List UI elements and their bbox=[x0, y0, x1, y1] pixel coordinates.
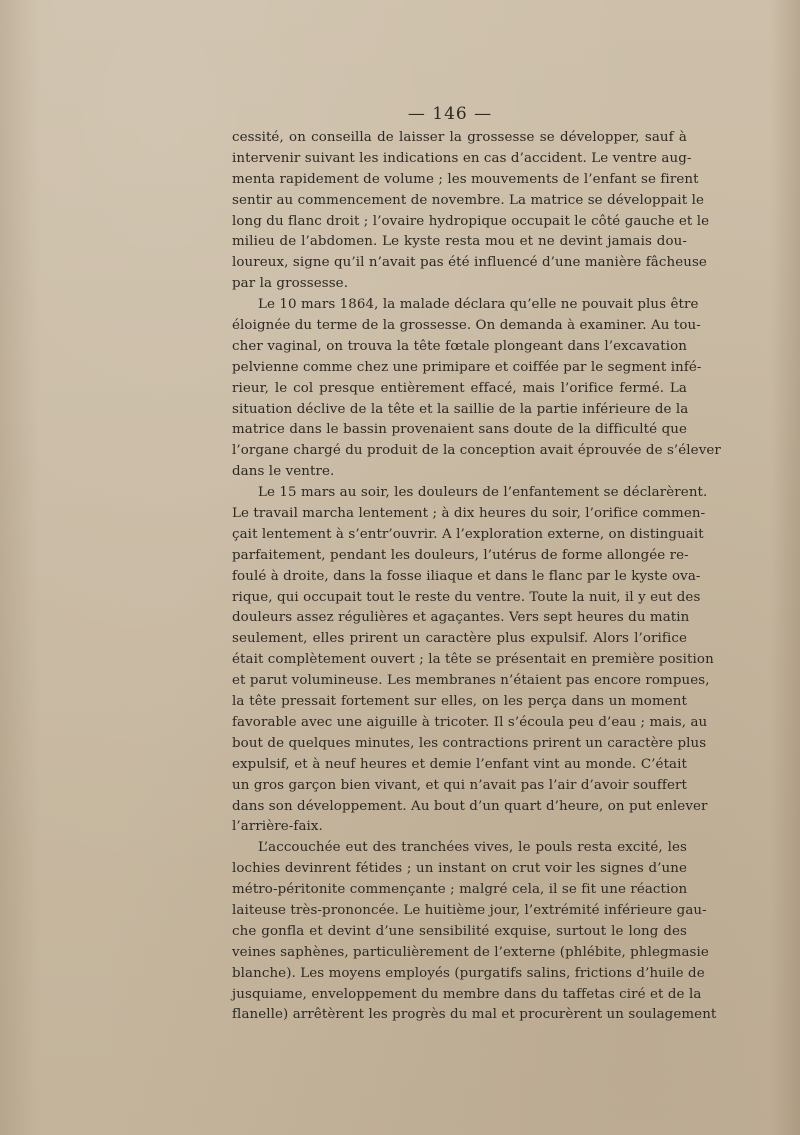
text-line: seulement, elles prirent un caractère plus expulsif. Alors l’orifice bbox=[232, 631, 687, 647]
text-line: jusquiame, enveloppement du membre dans du taffetas ciré et de la bbox=[232, 986, 702, 1002]
text-line: rieur, le col presque entièrement effacé, mais l’orifice fermé. La bbox=[232, 380, 687, 396]
text-line: dans son développement. Au bout d’un quart d’heure, on put enlever bbox=[232, 798, 708, 814]
text-line: milieu de l’abdomen. Le kyste resta mou et ne devint jamais dou- bbox=[232, 234, 687, 250]
body-text bbox=[232, 128, 721, 1026]
text-line: matrice dans le bassin provenaient sans doute de la difficulté que bbox=[232, 422, 687, 438]
text-line: l’arrière-faix. bbox=[232, 819, 323, 835]
text-line: douleurs assez régulières et agaçantes. Vers sept heures du matin bbox=[232, 610, 690, 626]
text-line: çait lentement à s’entr’ouvrir. A l’exploration externe, on distinguait bbox=[232, 526, 704, 542]
text-line: l’organe chargé du produit de la conception avait éprouvée de s’élever bbox=[232, 443, 721, 459]
text-line: L’accouchée eut des tranchées vives, le pouls resta excité, les bbox=[258, 840, 687, 856]
text-line: che gonfla et devint d’une sensibilité exquise, surtout le long des bbox=[232, 923, 687, 939]
text-line: cher vaginal, on trouva la tête fœtale plongeant dans l’excavation bbox=[232, 338, 687, 354]
text-line: la tête pressait fortement sur elles, on les perça dans un moment bbox=[232, 694, 687, 710]
text-line: Le 10 mars 1864, la malade déclara qu’elle ne pouvait plus être bbox=[258, 297, 699, 313]
text-line: parfaitement, pendant les douleurs, l’utérus de forme allongée re- bbox=[232, 547, 689, 563]
text-line: lochies devinrent fétides ; un instant on crut voir les signes d’une bbox=[232, 861, 687, 877]
text-line: dans le ventre. bbox=[232, 464, 335, 480]
page-number: — 146 — bbox=[407, 104, 493, 124]
page-shadow-left bbox=[0, 0, 40, 1135]
text-line: et parut volumineuse. Les membranes n’étaient pas encore rompues, bbox=[232, 673, 710, 689]
page-shadow-right bbox=[770, 0, 800, 1135]
text-line: long du flanc droit ; l’ovaire hydropique occupait le côté gauche et le bbox=[232, 213, 710, 229]
text-line: métro-péritonite commençante ; malgré cela, il se fit une réaction bbox=[232, 882, 688, 898]
text-line: Le travail marcha lentement ; à dix heures du soir, l’orifice commen- bbox=[232, 506, 706, 522]
text-line: expulsif, et à neuf heures et demie l’enfant vint au monde. C’était bbox=[232, 756, 687, 772]
text-line: loureux, signe qu’il n’avait pas été influencé d’une manière fâcheuse bbox=[232, 255, 707, 271]
text-line: flanelle) arrêtèrent les progrès du mal et procurèrent un soulagement bbox=[232, 1007, 717, 1023]
text-line: par la grossesse. bbox=[232, 276, 349, 292]
text-line: intervenir suivant les indications en cas d’accident. Le ventre aug- bbox=[232, 150, 692, 166]
text-line: un gros garçon bien vivant, et qui n’avait pas l’air d’avoir souffert bbox=[232, 777, 687, 793]
text-line: blanche). Les moyens employés (purgatifs salins, frictions d’huile de bbox=[232, 965, 705, 981]
text-line: menta rapidement de volume ; les mouvements de l’enfant se firent bbox=[232, 171, 699, 187]
text-line: laiteuse très-prononcée. Le huitième jour, l’extrémité inférieure gau- bbox=[232, 902, 707, 918]
text-line: foulé à droite, dans la fosse iliaque et dans le flanc par le kyste ova- bbox=[232, 568, 701, 584]
text-line: cessité, on conseilla de laisser la grossesse se développer, sauf à bbox=[232, 130, 687, 145]
text-line: veines saphènes, particulièrement de l’externe (phlébite, phlegmasie bbox=[232, 944, 709, 960]
text-line: pelvienne comme chez une primipare et coiffée par le segment infé- bbox=[232, 359, 702, 375]
text-line: éloignée du terme de la grossesse. On demanda à examiner. Au tou- bbox=[232, 318, 701, 334]
text-line: sentir au commencement de novembre. La matrice se développait le bbox=[232, 192, 705, 208]
text-line: situation déclive de la tête et la saillie de la partie inférieure de la bbox=[232, 401, 689, 417]
text-line: favorable avec une aiguille à tricoter. Il s’écoula peu d’eau ; mais, au bbox=[232, 714, 708, 730]
text-line: bout de quelques minutes, les contractions prirent un caractère plus bbox=[232, 735, 707, 751]
text-line: rique, qui occupait tout le reste du ventre. Toute la nuit, il y eut des bbox=[232, 589, 701, 605]
text-line: était complètement ouvert ; la tête se présentait en première position bbox=[232, 652, 714, 668]
text-line: Le 15 mars au soir, les douleurs de l’enfantement se déclarèrent. bbox=[258, 485, 708, 501]
